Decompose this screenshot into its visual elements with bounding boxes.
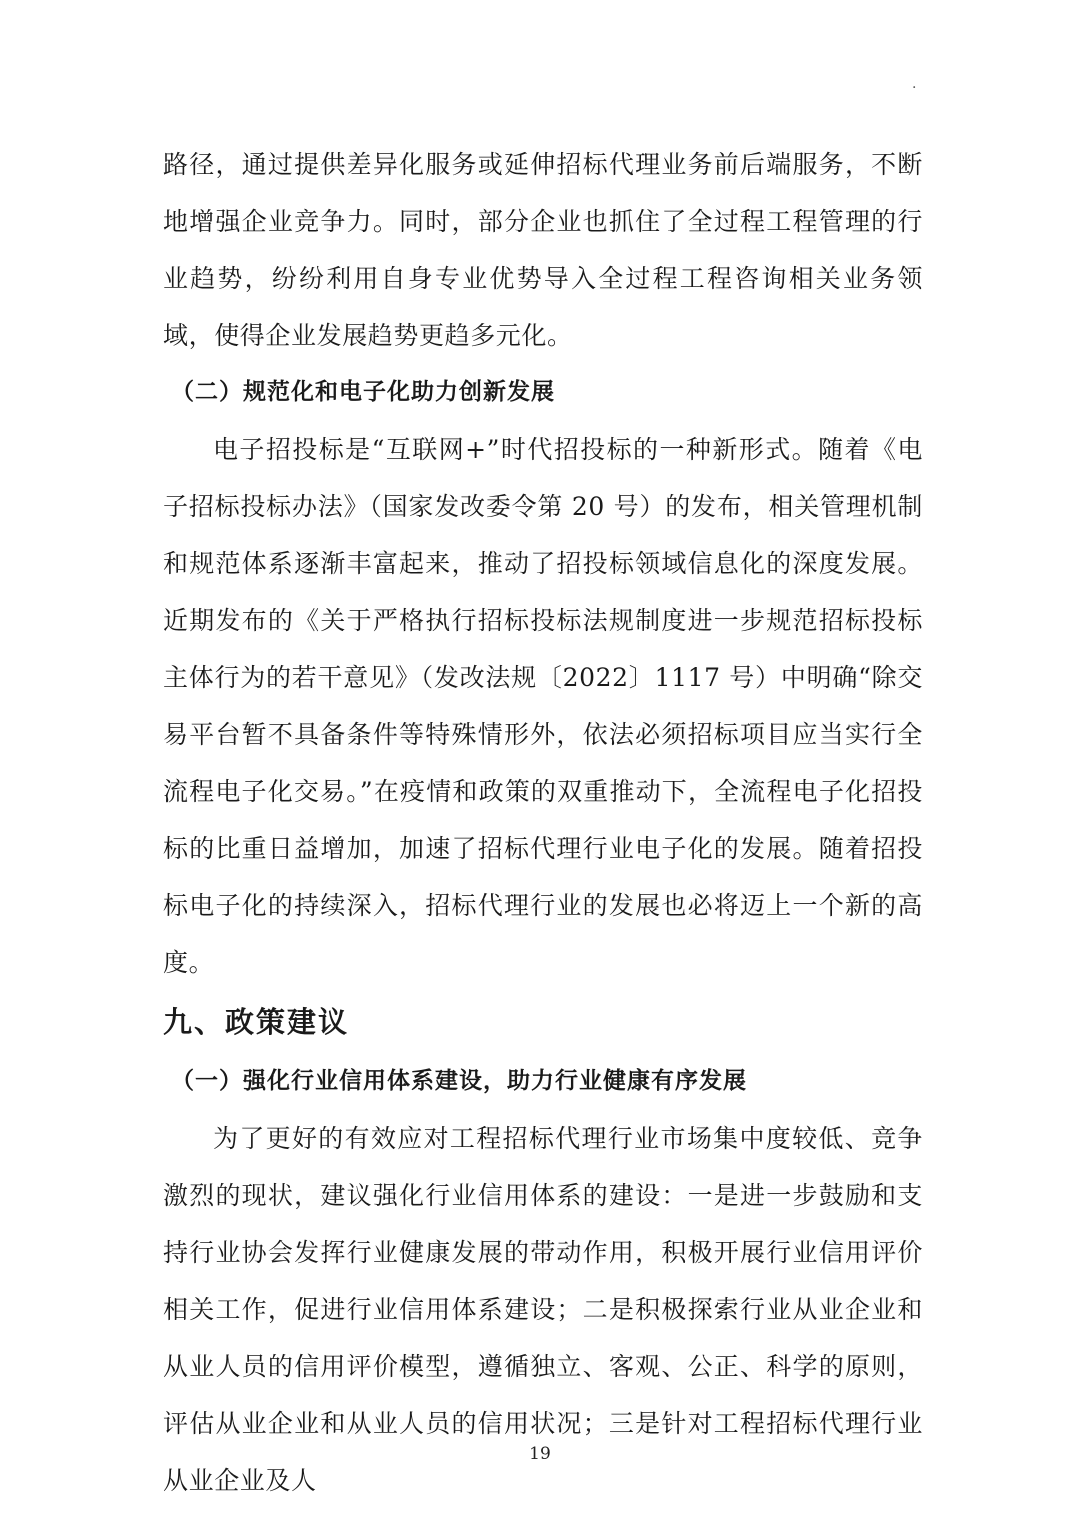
section-title-policy-suggestions: 九、政策建议 (163, 1005, 350, 1039)
page-number: 19 (529, 1444, 551, 1464)
subheading-credit-system: （一）强化行业信用体系建设，助力行业健康有序发展 (171, 1068, 747, 1094)
document-body (163, 136, 923, 1509)
subheading-standardization-electronization: （二）规范化和电子化助力创新发展 (171, 379, 555, 405)
paragraph-electronic-bidding: 电子招投标是“互联网+”时代招投标的一种新形式。随着《电子招标投标办法》（国家发改委令第 20 号）的发布，相关管理机制和规范体系逐渐丰富起来，推动了招投标领域信息化的深度发展。近期发布的《关于严格执行招标投标法规制度进一步规范招标投标主体行为的若干意见》（发改法规〔2022〕1117 号）中明确“除交易平台暂不具备条件等特殊情形外，依法必须招标项目应当实行全流程电子化交易。”在疫情和政策的双重推动下，全流程电子化招投标的比重日益增加，加速了招标代理行业电子化的发展。随着招投标电子化的持续深入，招标代理行业的发展也必将迈上一个新的高度。 (163, 435, 923, 977)
corner-mark: · (912, 80, 917, 96)
paragraph-credit-system: 为了更好的有效应对工程招标代理行业市场集中度较低、竞争激烈的现状，建议强化行业信用体系的建设：一是进一步鼓励和支持行业协会发挥行业健康发展的带动作用，积极开展行业信用评价相关工作，促进行业信用体系建设；二是积极探索行业从业企业和从业人员的信用评价模型，遵循独立、客观、公正、科学的原则，评估从业企业和从业人员的信用状况；三是针对工程招标代理行业从业企业及人 (163, 1124, 923, 1495)
paragraph-enterprise-diversification: 路径，通过提供差异化服务或延伸招标代理业务前后端服务，不断地增强企业竞争力。同时，部分企业也抓住了全过程工程管理的行业趋势，纷纷利用自身专业优势导入全过程工程咨询相关业务领域，使得企业发展趋势更趋多元化。 (163, 150, 923, 350)
